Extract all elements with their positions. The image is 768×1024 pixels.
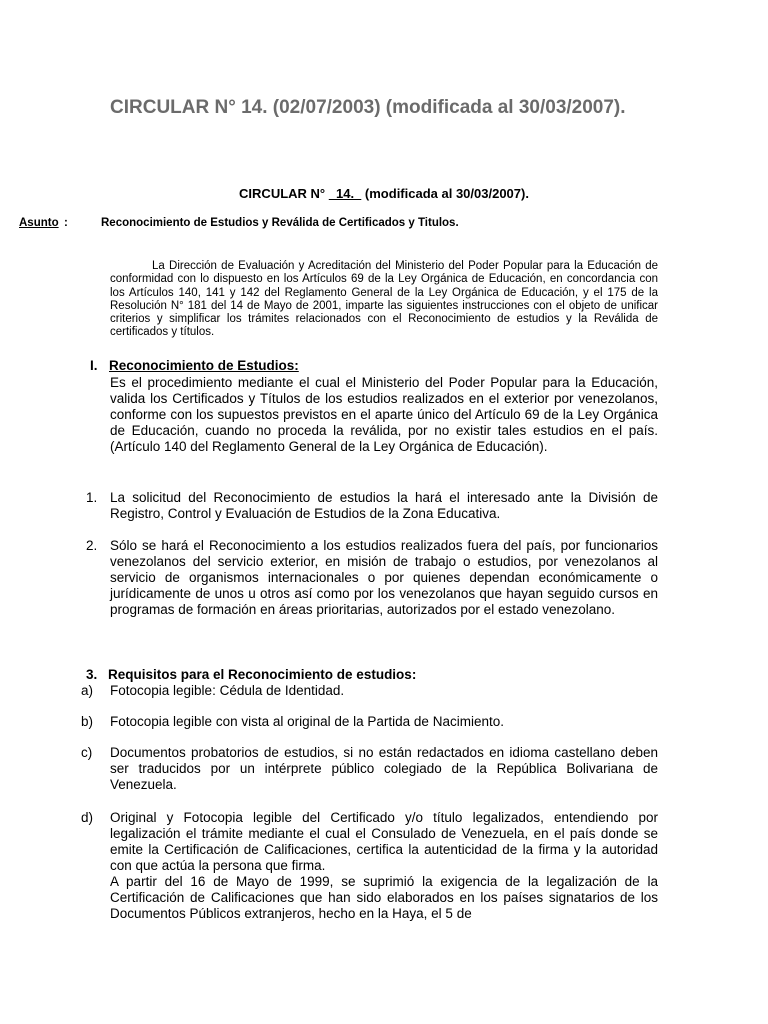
- list-item-marker: 2.: [86, 538, 98, 553]
- requirement-marker: d): [81, 810, 94, 825]
- list-item: [86, 538, 658, 618]
- requirement-marker: a): [81, 683, 94, 698]
- circular-heading: [0, 186, 768, 201]
- list-item: [86, 490, 658, 522]
- requirement-text: Fotocopia legible con vista al original de la Partida de Nacimiento.: [110, 714, 504, 729]
- section-title: Reconocimiento de Estudios:: [109, 358, 299, 373]
- requirement-item: [81, 745, 658, 793]
- list-item-marker: 1.: [86, 490, 98, 505]
- asunto-colon: :: [64, 217, 68, 229]
- requirement-item: [81, 810, 658, 922]
- asunto-line: [19, 217, 459, 229]
- asunto-text: Reconocimiento de Estudios y Reválida de Certificados y Titulos.: [101, 217, 459, 229]
- requirement-item: [81, 714, 658, 730]
- requirement-text: Original y Fotocopia legible del Certificado y/o título legalizados, entendiendo por legalización el trámite mediante el cual el Consulado de Venezuela, en el país donde se emite la Certificación de Calificaciones, certifica la autenticidad de la firma y la autoridad con que actúa la persona que firma.: [110, 810, 658, 873]
- circular-prefix: CIRCULAR N°: [239, 186, 326, 201]
- requirement-text: Fotocopia legible: Cédula de Identidad.: [110, 683, 345, 698]
- requirement-marker: b): [81, 714, 94, 729]
- requirement-marker: c): [81, 745, 93, 760]
- requirements-title: Requisitos para el Reconocimiento de estudios:: [108, 667, 417, 682]
- requirement-text-continued: A partir del 16 de Mayo de 1999, se suprimió la exigencia de la legalización de la Certificación de Calificaciones que han sido elaborados en los países signatarios de los Documentos Públicos extranjeros, hecho en la Haya, el 5 de: [110, 874, 658, 921]
- section-roman-numeral: I.: [90, 358, 98, 373]
- circular-number: 14.: [328, 186, 362, 201]
- requirements-heading: [86, 667, 416, 682]
- section-heading: [90, 358, 299, 373]
- requirements-marker: 3.: [86, 667, 98, 682]
- circular-suffix: (modificada al 30/03/2007).: [364, 186, 529, 201]
- section-definition: Es el procedimiento mediante el cual el Ministerio del Poder Popular para la Educación, valida los Certificados y Títulos de los estudios realizados en el exterior por venezolanos, conforme con los supuestos previstos en el aparte único del Artículo 69 de la Ley Orgánica de Educación, cuando no proceda la reválida, por no existir tales estudios en el país. (Artículo 140 del Reglamento General de la Ley Orgánica de Educación).: [110, 375, 658, 454]
- list-item-text: Sólo se hará el Reconocimiento a los estudios realizados fuera del país, por funcionarios venezolanos del servicio exterior, en misión de trabajo o estudios, por venezolanos al servicio de organismos internacionales o por quienes dependan económicamente o jurídicamente de unos u otros así como por los venezolanos que hayan seguido cursos en programas de formación en áreas prioritarias, autorizados por el estado venezolano.: [110, 538, 658, 617]
- asunto-label: Asunto: [19, 217, 59, 229]
- document-title: CIRCULAR N° 14. (02/07/2003) (modificada al 30/03/2007).: [110, 97, 626, 118]
- list-item-text: La solicitud del Reconocimiento de estudios la hará el interesado ante la División de Registro, Control y Evaluación de Estudios de la Zona Educativa.: [110, 490, 658, 521]
- requirement-content: [110, 810, 658, 922]
- requirement-item: [81, 683, 658, 699]
- intro-paragraph: La Dirección de Evaluación y Acreditación del Ministerio del Poder Popular para la Educación de conformidad con lo dispuesto en los Artículos 69 de la Ley Orgánica de Educación, en concordancia con los Artículos 140, 141 y 142 del Reglamento General de la Ley Orgánica de Educación, y el 175 de la Resolución N° 181 del 14 de Mayo de 2001, imparte las siguientes instrucciones con el objeto de unificar criterios y simplificar los trámites relacionados con el Reconocimiento de estudios y la Reválida de certificados y títulos.: [110, 260, 658, 339]
- requirement-text: Documentos probatorios de estudios, si no están redactados en idioma castellano deben ser traducidos por un intérprete público colegiado de la República Bolivariana de Venezuela.: [110, 745, 658, 792]
